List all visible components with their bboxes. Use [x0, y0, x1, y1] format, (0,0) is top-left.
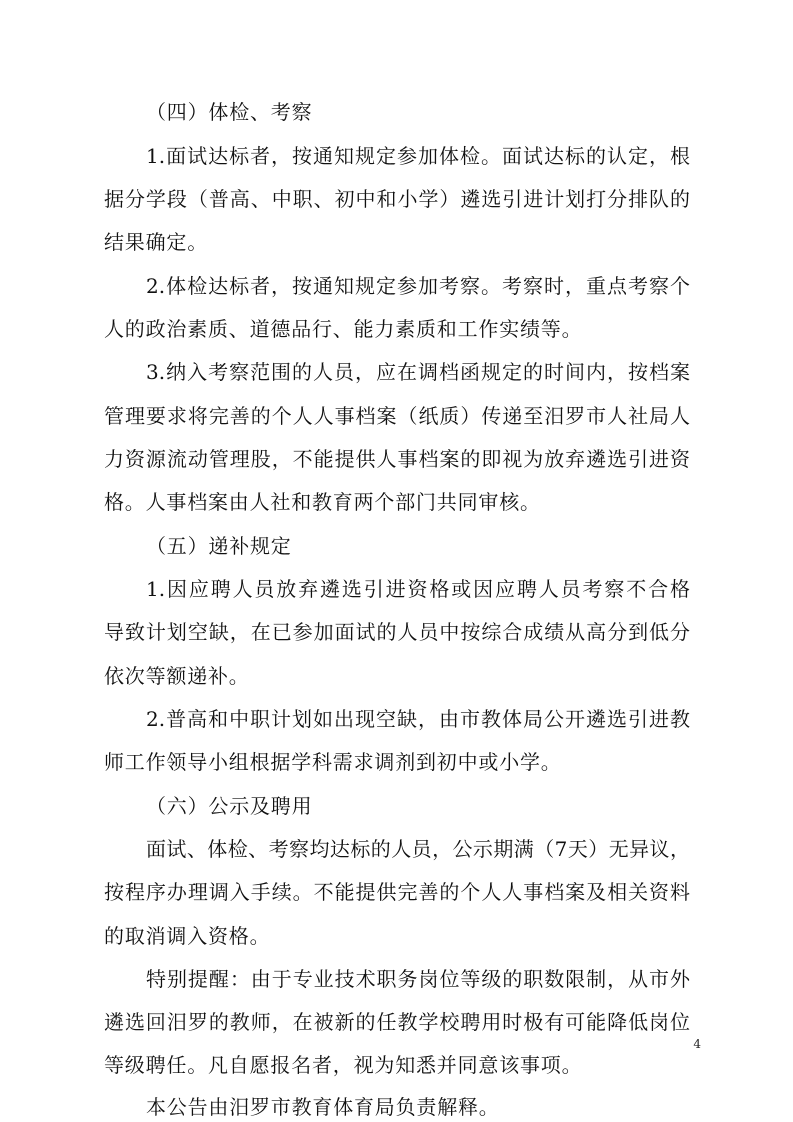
paragraph-line: 导致计划空缺，在已参加面试的人员中按综合成绩从高分到低分 — [104, 620, 690, 644]
section-heading-physical-exam: （四）体检、考察 — [146, 100, 313, 124]
paragraph-line: 2.体检达标者，按通知规定参加考察。考察时，重点考察个 — [146, 274, 690, 298]
paragraph-line: 据分学段（普高、中职、初中和小学）遴选引进计划打分排队的 — [104, 187, 690, 211]
paragraph-line: 人的政治素质、道德品行、能力素质和工作实绩等。 — [104, 317, 583, 341]
paragraph-line: 依次等额递补。 — [104, 664, 250, 688]
paragraph-line: 格。人事档案由人社和教育两个部门共同审核。 — [104, 490, 541, 514]
paragraph-line: 管理要求将完善的个人人事档案（纸质）传递至汨罗市人社局人 — [104, 404, 690, 428]
paragraph-line: 1.面试达标者，按通知规定参加体检。面试达标的认定，根 — [146, 144, 690, 168]
paragraph-line: 特别提醒：由于专业技术职务岗位等级的职数限制，从市外 — [146, 967, 690, 991]
paragraph-line: 等级聘任。凡自愿报名者，视为知悉并同意该事项。 — [104, 1053, 583, 1077]
section-heading-publicity: （六）公示及聘用 — [146, 794, 313, 818]
paragraph-line: 结果确定。 — [104, 230, 208, 254]
paragraph-line: 1.因应聘人员放弃遴选引进资格或因应聘人员考察不合格 — [146, 577, 690, 601]
section-heading-replacement: （五）递补规定 — [146, 534, 292, 558]
paragraph-line: 本公告由汨罗市教育体育局负责解释。 — [146, 1095, 500, 1119]
paragraph-line: 3.纳入考察范围的人员，应在调档函规定的时间内，按档案 — [146, 360, 690, 384]
paragraph-line: 遴选回汨罗的教师，在被新的任教学校聘用时极有可能降低岗位 — [104, 1010, 690, 1034]
paragraph-line: 师工作领导小组根据学科需求调剂到初中或小学。 — [104, 750, 562, 774]
paragraph-line: 按程序办理调入手续。不能提供完善的个人人事档案及相关资料 — [104, 880, 690, 904]
paragraph-line: 的取消调入资格。 — [104, 924, 271, 948]
paragraph-line: 力资源流动管理股，不能提供人事档案的即视为放弃遴选引进资 — [104, 447, 690, 471]
paragraph-line: 2.普高和中职计划如出现空缺，由市教体局公开遴选引进教 — [146, 707, 690, 731]
paragraph-line: 面试、体检、考察均达标的人员，公示期满（7天）无异议， — [146, 837, 690, 861]
page-number: 4 — [693, 1037, 701, 1051]
